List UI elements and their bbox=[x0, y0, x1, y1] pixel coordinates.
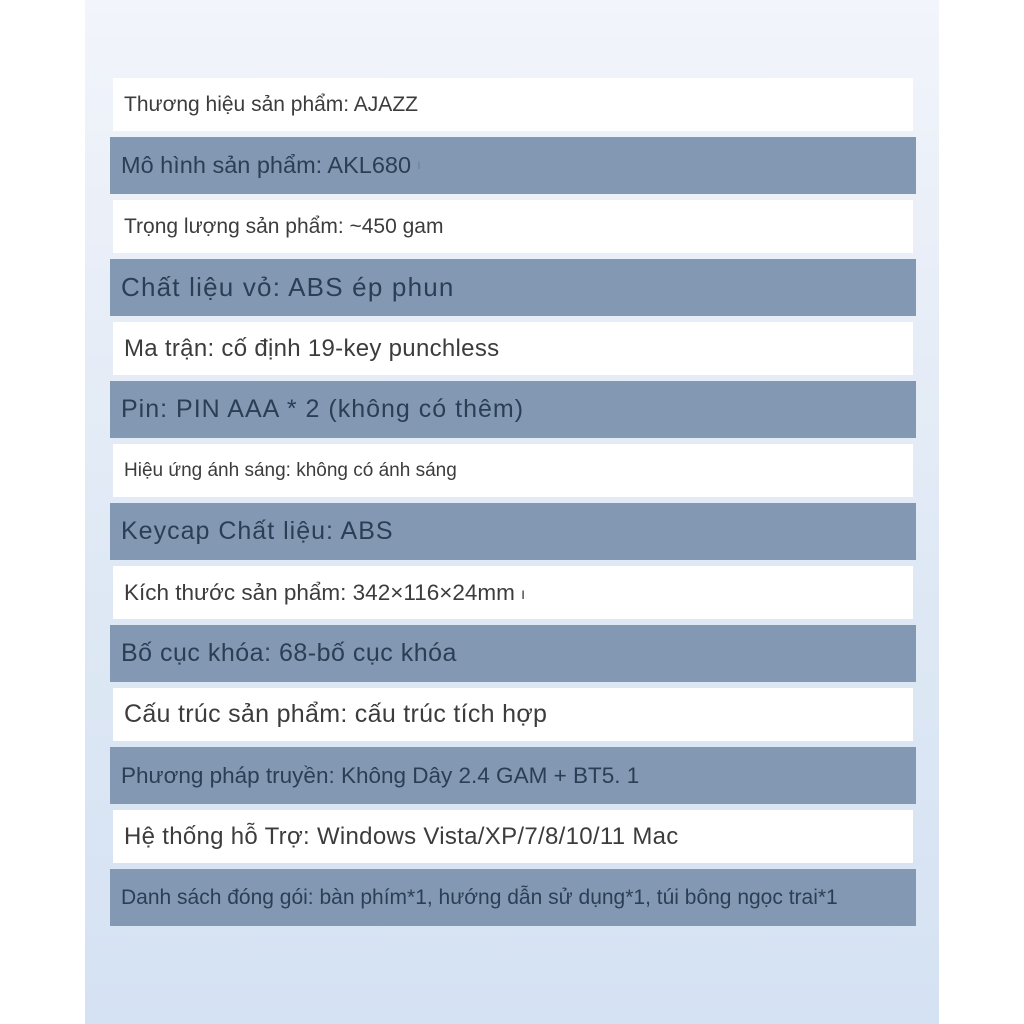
spec-text: Hiệu ứng ánh sáng: không có ánh sáng bbox=[124, 459, 457, 481]
spec-text-artifact: ı bbox=[520, 585, 526, 603]
spec-row-lighting bbox=[113, 444, 913, 497]
spec-text: Danh sách đóng gói: bàn phím*1, hướng dẫn sử dụng*1, túi bông ngọc trai*1 bbox=[121, 885, 838, 909]
spec-row-structure bbox=[113, 688, 913, 741]
spec-row-key-layout bbox=[110, 625, 916, 682]
spec-text: Pin: PIN AAA * 2 (không có thêm) bbox=[121, 395, 525, 423]
spec-row-os-support bbox=[113, 810, 913, 863]
spec-row-shell-material bbox=[110, 259, 916, 316]
spec-row-dimensions bbox=[113, 566, 913, 619]
spec-text: Thương hiệu sản phẩm: AJAZZ bbox=[124, 92, 418, 116]
spec-text: Kích thước sản phẩm: 342×116×24mm bbox=[124, 579, 515, 605]
spec-text: Bố cục khóa: 68-bố cục khóa bbox=[121, 639, 457, 667]
spec-text: Trọng lượng sản phẩm: ~450 gam bbox=[124, 214, 444, 238]
spec-text: Hệ thống hỗ Trợ: Windows Vista/XP/7/8/10/11 Mac bbox=[124, 822, 679, 850]
spec-text: Keycap Chất liệu: ABS bbox=[121, 517, 394, 545]
spec-row-brand bbox=[113, 78, 913, 131]
spec-text: Ma trận: cố định 19-key punchless bbox=[124, 334, 500, 362]
spec-row-keycap-material bbox=[110, 503, 916, 560]
spec-text: Phương pháp truyền: Không Dây 2.4 GAM + BT5. 1 bbox=[121, 762, 640, 788]
spec-row-matrix bbox=[113, 322, 913, 375]
spec-text: Cấu trúc sản phẩm: cấu trúc tích hợp bbox=[124, 700, 548, 728]
spec-rows-list bbox=[113, 78, 916, 932]
spec-text: Mô hình sản phẩm: AKL680 bbox=[121, 152, 412, 178]
spec-panel-background bbox=[85, 0, 939, 1024]
spec-row-model bbox=[110, 137, 916, 194]
spec-row-transmission bbox=[110, 747, 916, 804]
spec-row-package-contents bbox=[110, 869, 916, 926]
spec-text-artifact: ı bbox=[417, 155, 421, 172]
spec-text: Chất liệu vỏ: ABS ép phun bbox=[121, 272, 455, 302]
spec-row-weight bbox=[113, 200, 913, 253]
spec-row-battery bbox=[110, 381, 916, 438]
